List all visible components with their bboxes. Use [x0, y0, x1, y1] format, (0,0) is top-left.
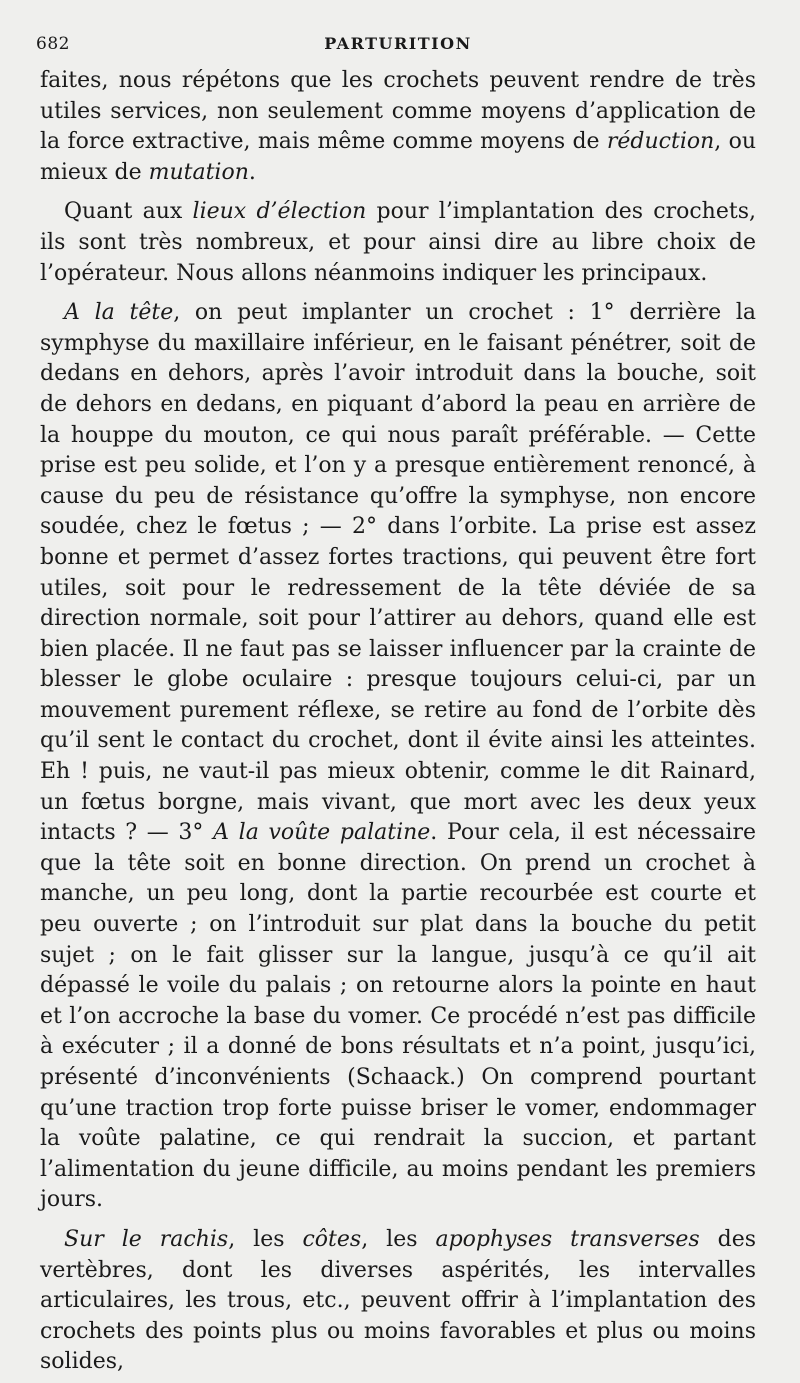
- text-run: , ou mieux de: [40, 129, 756, 185]
- text-run: , les: [228, 1226, 303, 1252]
- italic-term-mutation: mutation: [148, 159, 249, 185]
- italic-term-cotes: côtes: [302, 1226, 362, 1252]
- italic-term-voute-palatine: A la voûte palatine: [213, 820, 431, 846]
- italic-term-lieux-election: lieux d’élection: [192, 199, 367, 225]
- body-text: [40, 66, 756, 1378]
- paragraph-a-la-tete: [40, 298, 756, 1216]
- text-run: Quant aux: [64, 199, 193, 225]
- paragraph-sur-le-rachis: [40, 1225, 756, 1378]
- page-number: 682: [36, 34, 70, 54]
- running-title: PARTURITION: [324, 34, 472, 53]
- text-run: pour l’implantation des crochets, ils sont très nombreux, et pour ainsi dire au libre choix de l’opérateur. Nous allons néanmoins indiquer les principaux.: [40, 199, 756, 286]
- paragraph-continuation: [40, 66, 756, 188]
- italic-heading-a-la-tete: A la tête: [64, 300, 174, 326]
- text-run: faites, nous répétons que les crochets peuvent rendre de très utiles services, non seulement comme moyens d’application de la force extractive, mais même comme moyens de: [40, 68, 756, 155]
- paragraph-lieux-election: [40, 197, 756, 289]
- text-run: .: [248, 159, 256, 185]
- text-run: . Pour cela, il est nécessaire que la tête soit en bonne direction. On prend un crochet à manche, un peu long, dont la partie recourbée est courte et peu ouverte ; on l’introduit sur plat dans la bouche du petit sujet ; on le fait glisser sur la langue, jusqu’à ce qu’il ait dépassé le voile du palais ; on retourne alors la pointe en haut et l’on accroche la base du vomer. Ce procédé n’est pas difficile à exécuter ; il a donné de bons résultats et n’a point, jusqu’ici, présenté d’inconvénients (Schaack.) On comprend pourtant qu’une traction trop forte puisse briser le vomer, endommager la voûte palatine, ce qui rendrait la succion, et partant l’alimentation du jeune difficile, au moins pendant les premiers jours.: [40, 820, 757, 1213]
- text-run: des vertèbres, dont les diverses aspérités, les intervalles articulaires, les trous, etc., peuvent offrir à l’implantation des crochets des points plus ou moins favorables et plus ou moins solides,: [40, 1226, 757, 1375]
- running-head: [36, 28, 756, 64]
- text-run: , on peut implanter un crochet : 1° derrière la symphyse du maxillaire inférieur, en le faisant pénétrer, soit de dedans en dehors, après l’avoir introduit dans la bouche, soit de dehors en dedans, en piquant d’abord la peau en arrière de la houppe du mouton, ce qui nous paraît préférable. — Cette prise est peu solide, et l’on y a presque entièrement renoncé, à cause du peu de résistance qu’offre la symphyse, non encore soudée, chez le fœtus ; — 2° dans l’orbite. La prise est assez bonne et permet d’assez fortes tractions, qui peuvent être fort utiles, soit pour le redressement de la tête déviée de sa direction normale, soit pour l’attirer au dehors, quand elle est bien placée. Il ne faut pas se laisser influencer par la crainte de blesser le globe oculaire : presque toujours celui-ci, par un mouvement purement réflexe, se retire au fond de l’orbite dès qu’il sent le contact du crochet, dont il évite ainsi les atteintes. Eh ! puis, ne vaut-il pas mieux obtenir, comme le dit Rainard, un fœtus borgne, mais vivant, que mort avec les deux yeux intacts ? — 3°: [40, 300, 756, 846]
- italic-term-apophyses-transverses: apophyses transverses: [435, 1226, 700, 1252]
- italic-heading-sur-le-rachis: Sur le rachis: [64, 1226, 229, 1252]
- italic-term-reduction: réduction: [606, 129, 715, 155]
- text-run: , les: [361, 1226, 436, 1252]
